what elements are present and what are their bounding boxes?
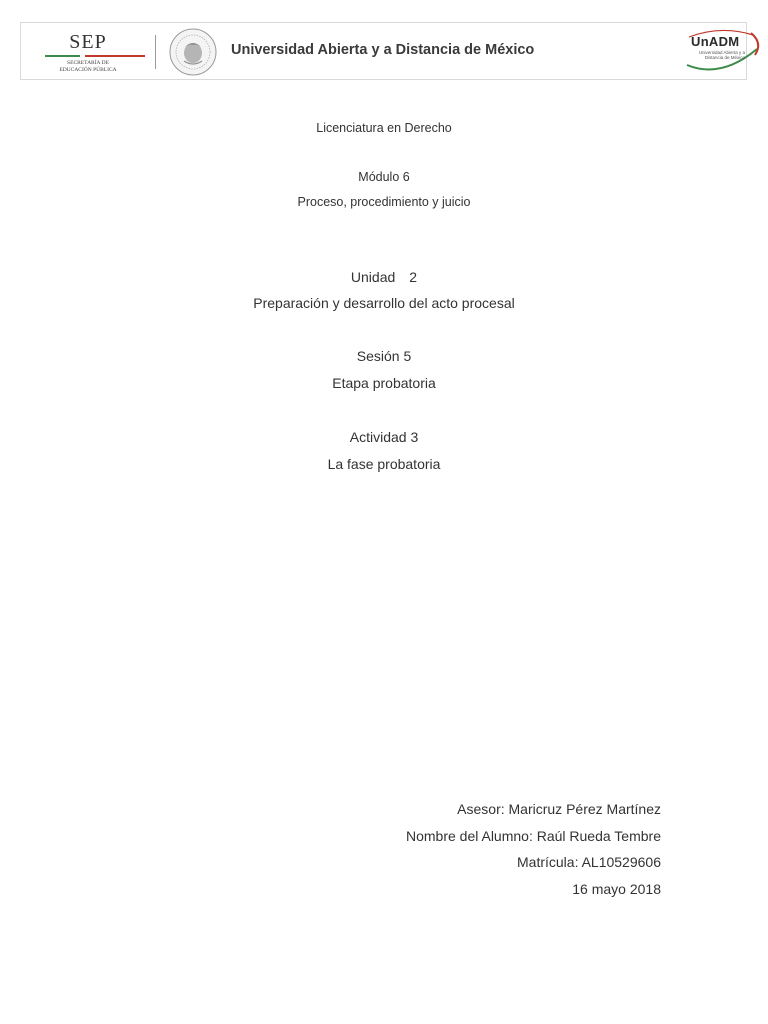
unit-number: 2 [409, 269, 418, 285]
degree-name: Licenciatura en Derecho [316, 121, 452, 135]
activity-name: La fase probatoria [327, 456, 441, 472]
unadm-logo-word: UnADM [691, 34, 740, 49]
unit-name: Preparación y desarrollo del acto procesal [253, 295, 515, 311]
module-name: Proceso, procedimiento y juicio [297, 195, 471, 209]
unadm-logo-subtitle: Universidad Abierta y a Distancia de México [698, 50, 745, 60]
university-name: Universidad Abierta y a Distancia de México [231, 42, 535, 58]
unadm-logo [681, 27, 763, 77]
advisor-name: Asesor: Maricruz Pérez Martínez [457, 801, 661, 817]
session-name: Etapa probatoria [332, 375, 436, 391]
document-date: 16 mayo 2018 [572, 881, 661, 897]
student-id: Matrícula: AL10529606 [517, 854, 661, 870]
session-label: Sesión 5 [356, 348, 412, 364]
sep-logo-stripe [45, 55, 145, 57]
sep-logo [43, 31, 147, 71]
header-divider [155, 35, 156, 69]
activity-label: Actividad 3 [349, 429, 419, 445]
page-header [20, 22, 747, 80]
sep-logo-sub-line-1: SECRETARÍA DE [67, 60, 109, 66]
unit-label: Unidad [350, 269, 396, 285]
sep-logo-word: SEP [69, 31, 107, 53]
sep-logo-subtitle [43, 60, 133, 73]
student-name: Nombre del Alumno: Raúl Rueda Tembre [406, 828, 661, 844]
sep-logo-sub-line-2: EDUCACIÓN PÚBLICA [59, 66, 117, 73]
module-label: Módulo 6 [358, 170, 410, 184]
mexico-seal-icon [167, 27, 219, 77]
unit-heading [0, 269, 768, 285]
